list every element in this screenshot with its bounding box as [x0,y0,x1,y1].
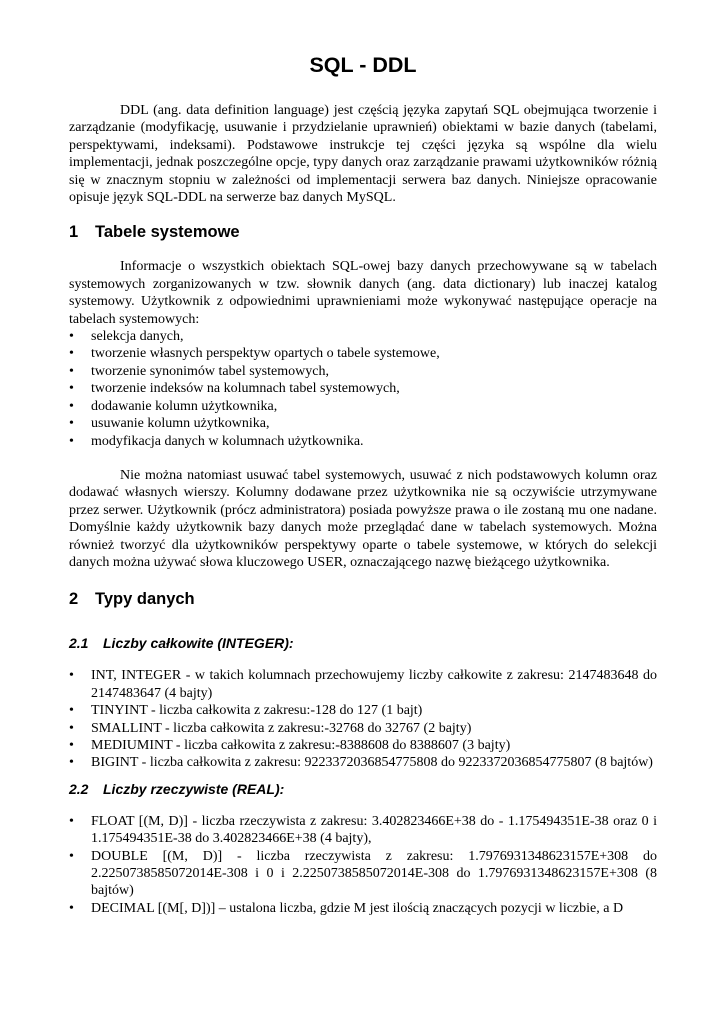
subsection-2-1-list [69,667,657,771]
section-1-list [69,328,657,450]
list-item: • usuwanie kolumn użytkownika, [69,415,657,432]
section-1-heading [69,222,657,242]
list-item: • tworzenie indeksów na kolumnach tabel systemowych, [69,380,657,397]
section-1-number: 1 [69,223,79,242]
document-page [69,0,657,917]
list-item: • modyfikacja danych w kolumnach użytkownika. [69,433,657,450]
list-item: • tworzenie synonimów tabel systemowych, [69,363,657,380]
list-item: • DOUBLE [(M, D)] - liczba rzeczywista z zakresu: 1.7976931348623157E+308 do 2.2250738585072014E-308 i 0 i 2.2250738585072014E-308 do 1.7976931348623157E+308 (8 bajtów) [69,848,657,900]
page-title: SQL - DDL [309,53,417,77]
section-1-paragraph-1: Informacje o wszystkich obiektach SQL-owej bazy danych przechowywane są w tabelach systemowych zorganizowanych w tzw. słownik danych (ang. data dictionary) lub inaczej katalog systemowy. Użytkownik z odpowiednimi uprawnieniami może wykonywać następujące operacje na tabelach systemowych: [69,259,657,327]
section-1-title: Tabele systemowe [95,223,240,242]
list-item: • MEDIUMINT - liczba całkowita z zakresu:-8388608 do 8388607 (3 bajty) [69,737,657,754]
section-2-heading [69,589,657,609]
subsection-2-1-heading [69,635,657,652]
subsection-2-2-number: 2.2 [69,780,89,797]
section-2-number: 2 [69,590,79,609]
subsection-2-1-number: 2.1 [69,635,89,652]
section-2-title: Typy danych [95,590,195,609]
section-1-paragraph-2: Nie można natomiast usuwać tabel systemowych, usuwać z nich podstawowych kolumn oraz dodawać własnych wierszy. Kolumny dodawane przez użytkownika nie są oczywiście utrzymywane przez serwer. Użytkownik (prócz administratora) posiada powyższe prawa o ile zostaną mu one nadane. Domyślnie każdy użytkownik bazy danych może przeglądać dane w tabelach systemowych. Można również tworzyć dla użytkowników perspektywy oparte o tabele systemowe, w których do selekcji danych można używać słowa kluczowego USER, oznaczającego nazwę bieżącego użytkownika. [69,467,657,570]
list-item: • selekcja danych, [69,328,657,345]
list-item: • TINYINT - liczba całkowita z zakresu:-128 do 127 (1 bajt) [69,702,657,719]
list-item: • FLOAT [(M, D)] - liczba rzeczywista z zakresu: 3.402823466E+38 do - 1.175494351E-38 oraz 0 i 1.175494351E-38 do 3.402823466E+38 (4 bajty), [69,813,657,848]
list-item: • SMALLINT - liczba całkowita z zakresu:-32768 do 32767 (2 bajty) [69,720,657,737]
intro-paragraph: DDL (ang. data definition language) jest częścią języka zapytań SQL obejmująca tworzenie i zarządzanie (modyfikację, usuwanie i przydzielanie uprawnień) obiektami w bazie danych (tabelami, perspektywami, indeksami). Podstawowe instrukcje tej części języka są wspólne dla wielu implementacji, jednak poszczególne opcje, typy danych oraz zarządzanie prawami użytkowników różnią się w znacznym stopniu w zależności od implementacji serwera baz danych. Niniejsze opracowanie opisuje język SQL-DDL na serwerze baz danych MySQL. [69,103,657,206]
subsection-2-2-heading [69,781,657,798]
list-item: • dodawanie kolumn użytkownika, [69,398,657,415]
subsection-2-2-title: Liczby rzeczywiste (REAL): [103,780,285,797]
subsection-2-1-title: Liczby całkowite (INTEGER): [103,635,294,652]
list-item: • BIGINT - liczba całkowita z zakresu: 9223372036854775808 do 9223372036854775807 (8 bajtów) [69,754,657,771]
subsection-2-2-list [69,813,657,917]
list-item: • INT, INTEGER - w takich kolumnach przechowujemy liczby całkowite z zakresu: 2147483648 do 2147483647 (4 bajty) [69,667,657,702]
list-item: • DECIMAL [(M[, D])] – ustalona liczba, gdzie M jest ilością znaczących pozycji w liczbie, a D [69,900,657,917]
list-item: • tworzenie własnych perspektyw opartych o tabele systemowe, [69,345,657,362]
